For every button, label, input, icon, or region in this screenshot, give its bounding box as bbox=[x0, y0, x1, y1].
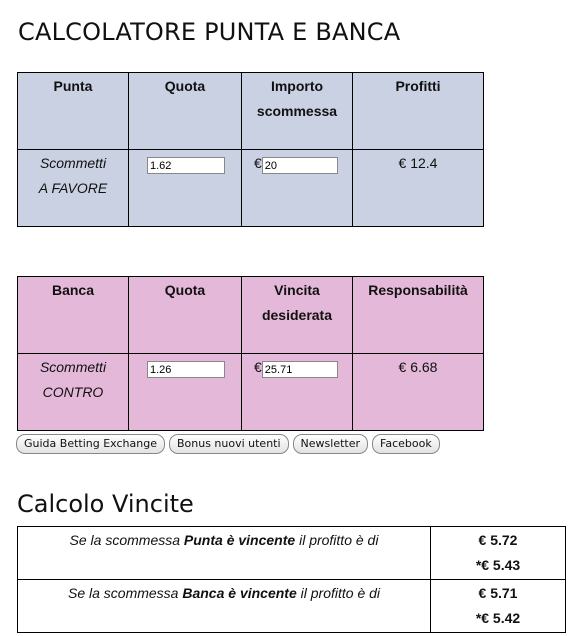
result-description bbox=[18, 527, 431, 580]
euro-symbol: € bbox=[254, 359, 262, 375]
profitti-header: Profitti bbox=[353, 73, 484, 150]
quota-header: Quota bbox=[129, 73, 242, 150]
result-description bbox=[18, 580, 431, 633]
results-table bbox=[17, 526, 566, 633]
punta-header: Punta bbox=[18, 73, 129, 150]
result-row bbox=[18, 580, 566, 633]
result-value-alt: *€ 5.42 bbox=[475, 610, 521, 626]
result-value-cell bbox=[431, 580, 566, 633]
euro-symbol: € bbox=[254, 155, 262, 171]
punta-importo-cell bbox=[242, 150, 353, 227]
banca-row-label bbox=[18, 354, 129, 431]
result-text-bold: Banca è vincente bbox=[182, 585, 297, 601]
newsletter-button[interactable]: Newsletter bbox=[293, 434, 368, 454]
banca-table bbox=[17, 276, 484, 431]
punta-label-line2: A FAVORE bbox=[38, 180, 108, 196]
link-buttons bbox=[16, 434, 440, 454]
result-text: il profitto è di bbox=[296, 585, 381, 601]
punta-importo-input[interactable] bbox=[262, 157, 338, 174]
section-title: Calcolo Vincite bbox=[17, 490, 194, 518]
result-text: Se la scommessa bbox=[69, 532, 184, 548]
quota-header: Quota bbox=[129, 277, 242, 354]
responsabilita-header: Responsabilità bbox=[353, 277, 484, 354]
result-text-bold: Punta è vincente bbox=[183, 532, 296, 548]
result-value-cell bbox=[431, 527, 566, 580]
banca-vincita-cell bbox=[242, 354, 353, 431]
result-value: € 5.71 bbox=[478, 585, 518, 601]
banca-label-line2: CONTRO bbox=[42, 384, 104, 400]
punta-label-line1: Scommetti bbox=[39, 155, 107, 171]
importo-header: Importo scommessa bbox=[242, 73, 353, 150]
banca-vincita-input[interactable] bbox=[262, 361, 338, 378]
banca-responsabilita-value: € 6.68 bbox=[353, 354, 484, 431]
punta-quota-cell bbox=[129, 150, 242, 227]
facebook-button[interactable]: Facebook bbox=[372, 434, 440, 454]
result-row bbox=[18, 527, 566, 580]
banca-header: Banca bbox=[18, 277, 129, 354]
guida-betting-exchange-button[interactable]: Guida Betting Exchange bbox=[16, 434, 165, 454]
result-value-alt: *€ 5.43 bbox=[475, 557, 521, 573]
punta-row-label bbox=[18, 150, 129, 227]
page-title: CALCOLATORE PUNTA E BANCA bbox=[18, 18, 401, 46]
banca-quota-cell bbox=[129, 354, 242, 431]
banca-quota-input[interactable] bbox=[147, 361, 225, 378]
punta-table bbox=[17, 72, 484, 227]
vincita-header: Vincita desiderata bbox=[242, 277, 353, 354]
result-text: il profitto è di bbox=[295, 532, 379, 548]
punta-quota-input[interactable] bbox=[147, 157, 225, 174]
banca-label-line1: Scommetti bbox=[39, 359, 107, 375]
result-text: Se la scommessa bbox=[67, 585, 183, 601]
punta-profitti-value: € 12.4 bbox=[353, 150, 484, 227]
result-value: € 5.72 bbox=[478, 532, 518, 548]
bonus-nuovi-utenti-button[interactable]: Bonus nuovi utenti bbox=[169, 434, 289, 454]
